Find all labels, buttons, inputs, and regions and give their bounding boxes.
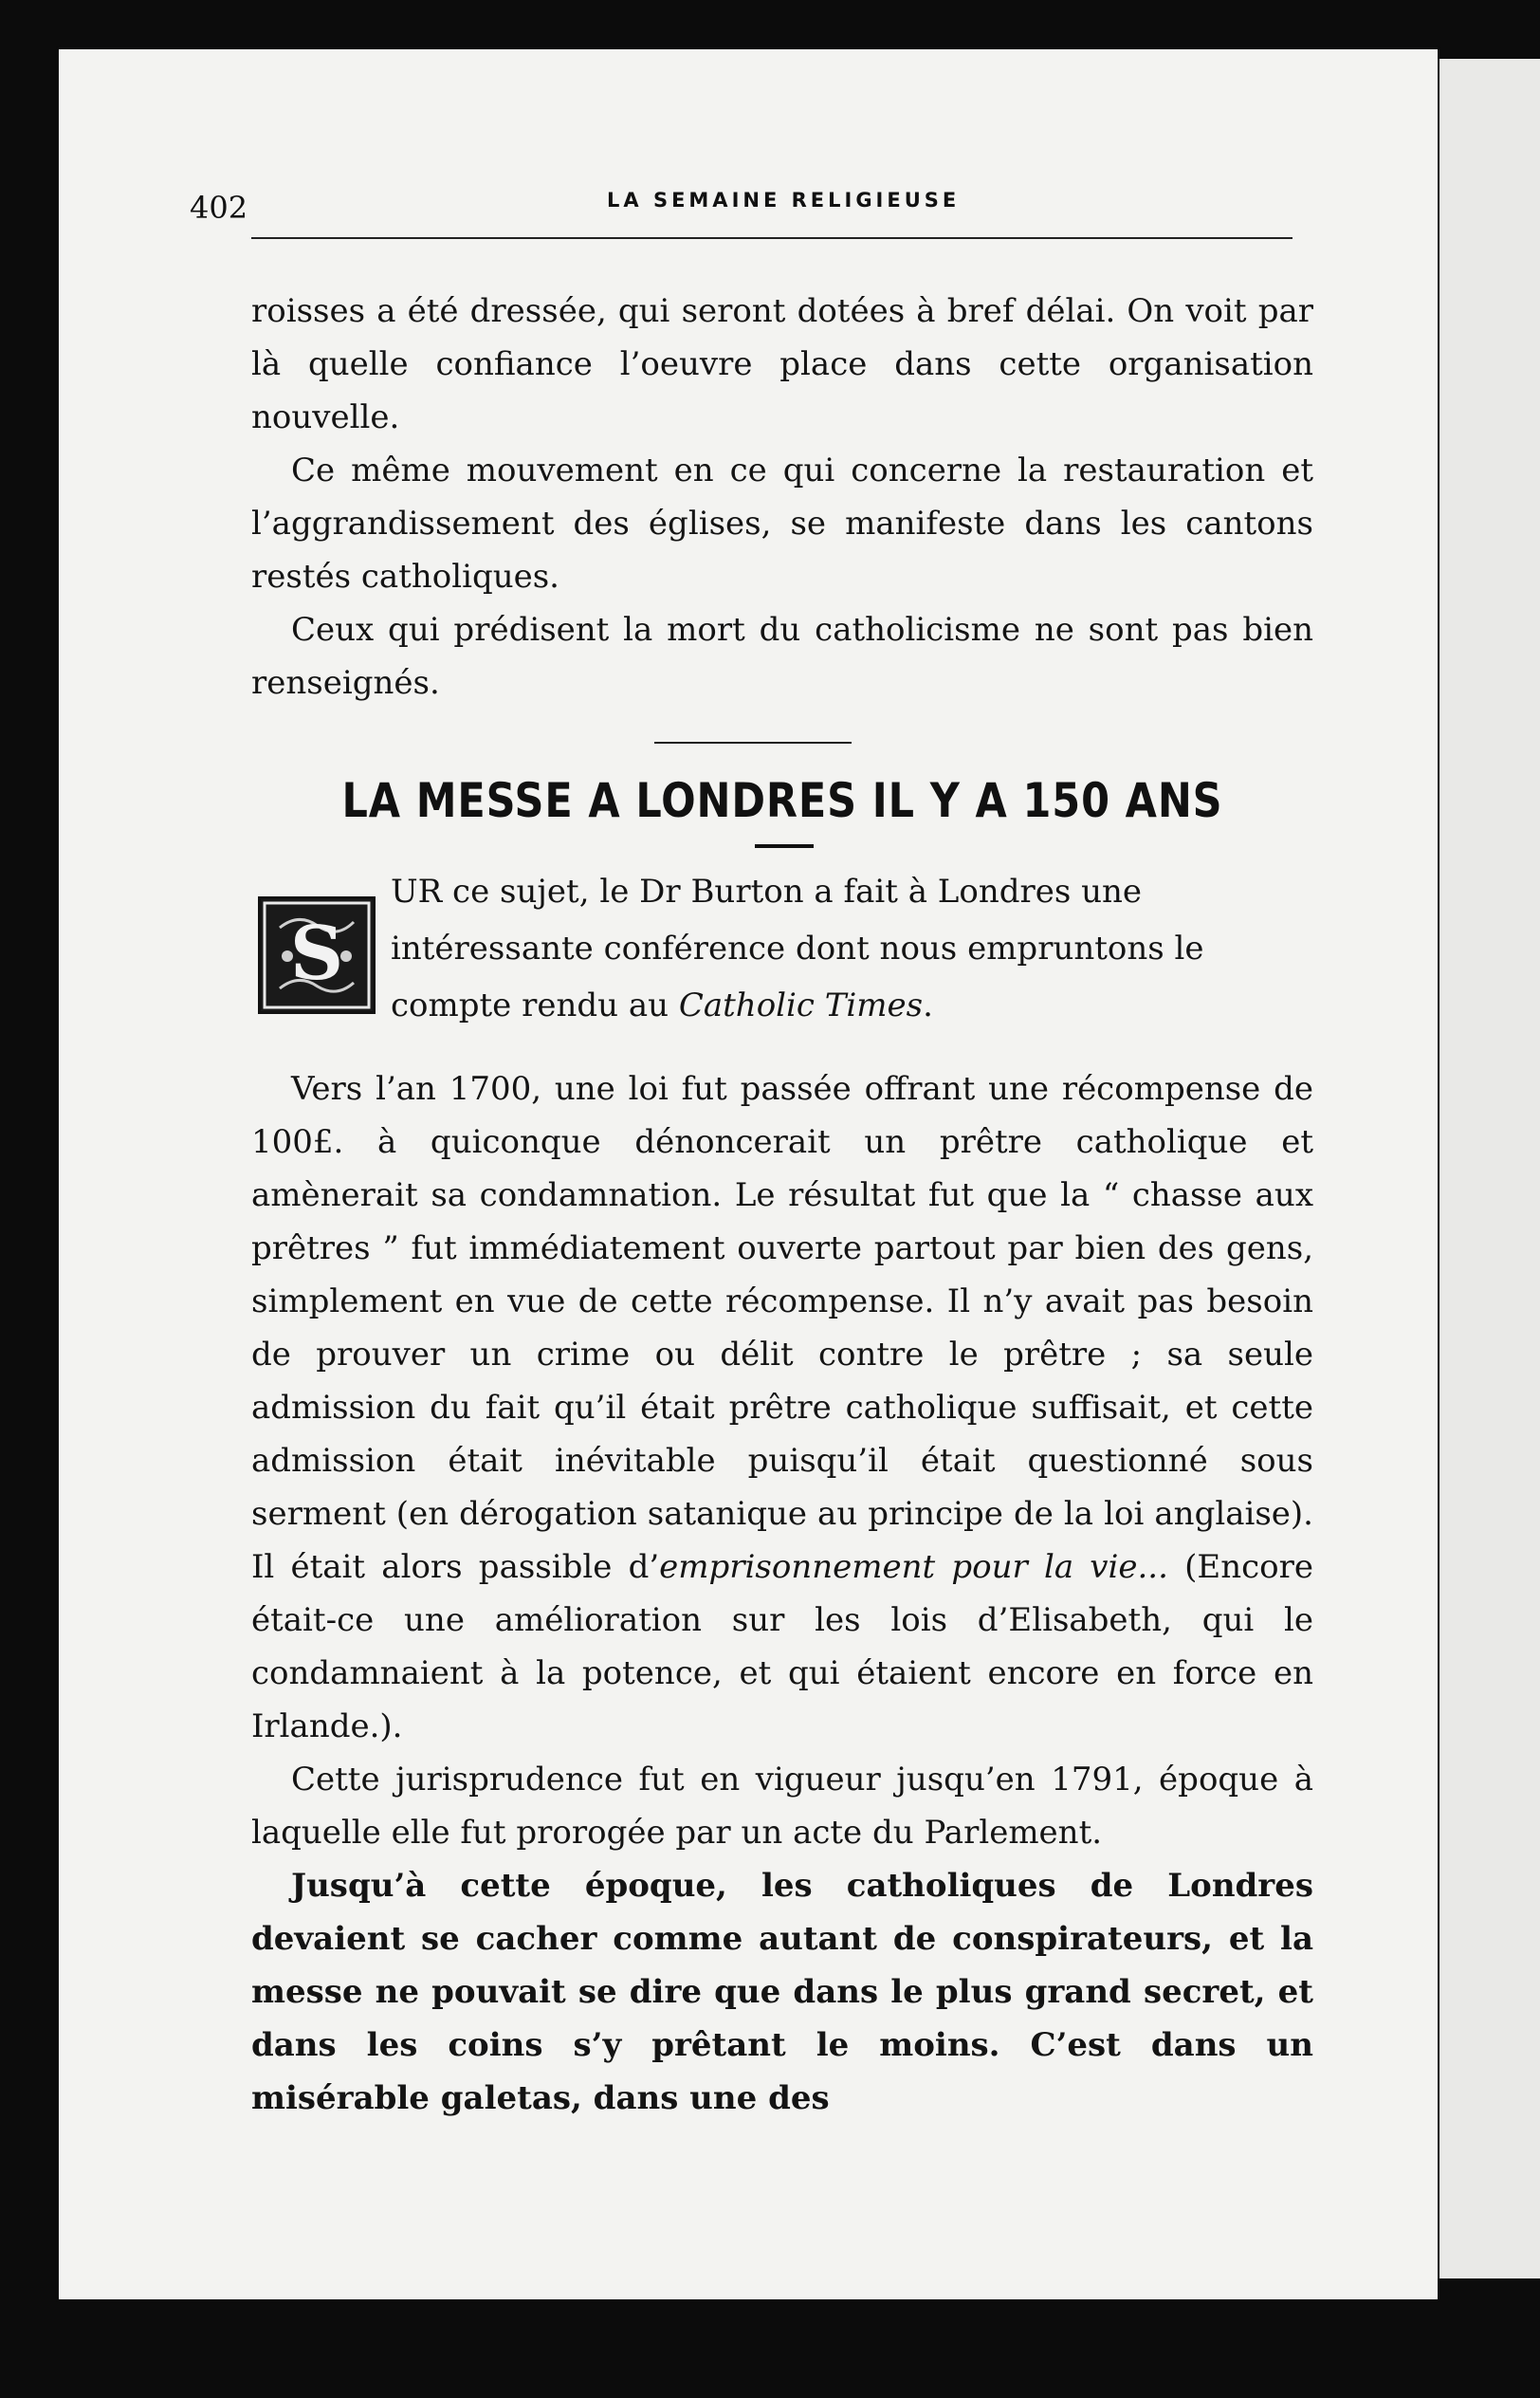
intro-period: . xyxy=(923,987,933,1024)
paragraph-law-text-b: (Encore était-ce une amélioration sur les lois d’Elisabeth, qui le condamnaient à la potence, et qui étaient encore en force en Irlande.). xyxy=(251,1548,1313,1745)
paragraph-law-italic: emprisonnement pour la vie... xyxy=(659,1548,1168,1586)
header-rule xyxy=(251,237,1292,239)
paragraph-secret-mass: Jusqu’à cette époque, les catholiques de Londres devaient se cacher comme autant de conspirateurs, et la messe ne pouvait se dire que dans le plus grand secret, et dans les coins s’y prêtant le moins. C’est dans un misérable galetas, dans une des xyxy=(251,1867,1313,2117)
paragraph-continued: roisses a été dressée, qui seront dotées à bref délai. On voit par là quelle confiance l’oeuvre place dans cette organisation nouvelle. xyxy=(251,292,1313,436)
intro-text: UR ce sujet, le Dr Burton a fait à Londres une intéressante conférence dont nous empruntons le compte rendu au xyxy=(391,873,1204,1024)
paragraph-law-text-a: Vers l’an 1700, une loi fut passée offrant une récompense de 100£. à quiconque dénoncerait un prêtre catholique et amènerait sa condamnation. Le résultat fut que la “ chasse aux prêtres ” fut immédiatement ouverte partout par bien des gens, simplement en vue de cette récompense. Il n’y avait pas besoin de prouver un crime ou délit contre le prêtre ; sa seule admission du fait qu’il était prêtre catholique suffisait, et cette admission était inévitable puisqu’il était questionné sous serment (en dérogation satanique au principe de la loi anglaise). Il était alors passible d’ xyxy=(251,1070,1313,1586)
continued-text-block xyxy=(251,285,1313,710)
paragraph-restoration: Ce même mouvement en ce qui concerne la restauration et l’aggrandissement des églises, se manifeste dans les cantons restés catholiques. xyxy=(251,452,1313,596)
drop-cap-ornament xyxy=(258,896,376,1014)
paragraph-conclusion: Ceux qui prédisent la mort du catholicisme ne sont pas bien renseignés. xyxy=(251,611,1313,702)
drop-cap-letter: S xyxy=(289,911,344,997)
adjacent-page-edge xyxy=(1439,59,1540,2278)
article-title: LA MESSE A LONDRES IL Y A 150 ANS xyxy=(341,773,1223,828)
paragraph-jurisprudence: Cette jurisprudence fut en vigueur jusqu’en 1791, époque à laquelle elle fut prorogée par un acte du Parlement. xyxy=(251,1761,1313,1852)
source-publication: Catholic Times xyxy=(678,987,924,1024)
article-body xyxy=(251,1062,1313,2125)
section-separator-rule xyxy=(654,742,852,744)
article-intro xyxy=(391,863,1301,1034)
paragraph-law-1700 xyxy=(251,1062,1313,1753)
page-number: 402 xyxy=(190,190,248,226)
title-underline xyxy=(755,844,814,848)
running-head-title: LA SEMAINE RELIGIEUSE xyxy=(607,189,961,212)
